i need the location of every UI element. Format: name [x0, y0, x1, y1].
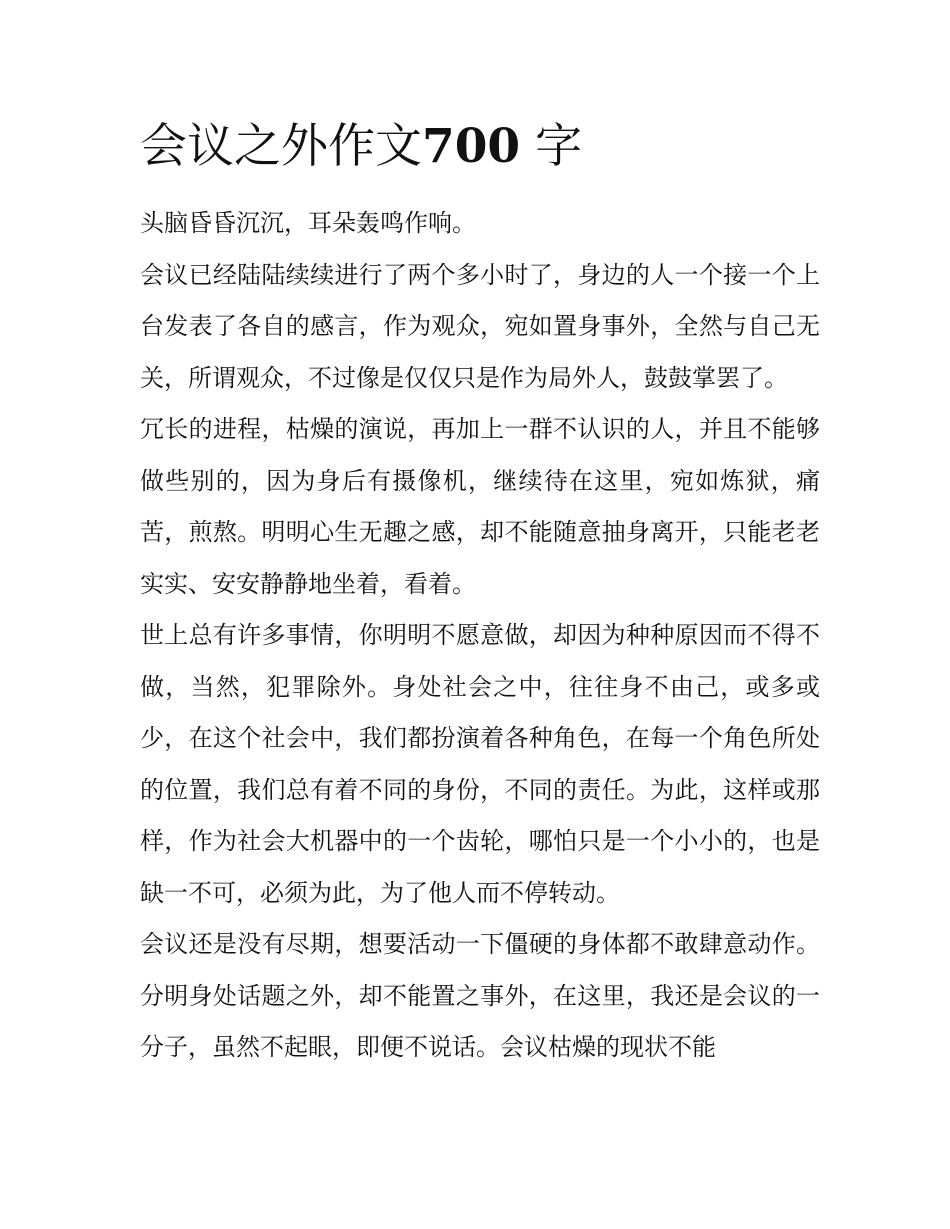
title-prefix: 会议之外作文 — [140, 119, 422, 174]
paragraph-2: 会议已经陆陆续续进行了两个多小时了，身边的人一个接一个上台发表了各自的感言，作为观众，宛如置身事外，全然与自己无关，所谓观众，不过像是仅仅只是作为局外人，鼓鼓掌罢了。 — [140, 260, 820, 392]
paragraph-1: 头脑昏昏沉沉，耳朵轰鸣作响。 — [140, 209, 476, 237]
paragraph-4: 世上总有许多事情，你明明不愿意做，却因为种种原因而不得不做，当然，犯罪除外。身处社会之中，往往身不由己，或多或少，在这个社会中，我们都扮演着各种角色，在每一个角色所处的位置，我们总有着不同的身份，不同的责任。为此，这样或那样，作为社会大机器中的一个齿轮，哪怕只是一个小小的，也是缺一不可，必须为此，为了他人而不停转动。 — [140, 621, 820, 907]
paragraph-5: 会议还是没有尽期，想要活动一下僵硬的身体都不敢肆意动作。分明身处话题之外，却不能置之事外，在这里，我还是会议的一分子，虽然不起眼，即便不说话。会议枯燥的现状不能 — [140, 930, 820, 1061]
document-title — [140, 112, 582, 182]
document-body — [140, 198, 820, 1074]
title-number: 700 — [422, 119, 521, 174]
paragraph-3: 冗长的进程，枯燥的演说，再加上一群不认识的人，并且不能够做些别的，因为身后有摄像机，继续待在这里，宛如炼狱，痛苦，煎熬。明明心生无趣之感，却不能随意抽身离开，只能老老实实、安安静静地坐着，看着。 — [140, 415, 820, 598]
title-suffix: 字 — [535, 119, 583, 174]
